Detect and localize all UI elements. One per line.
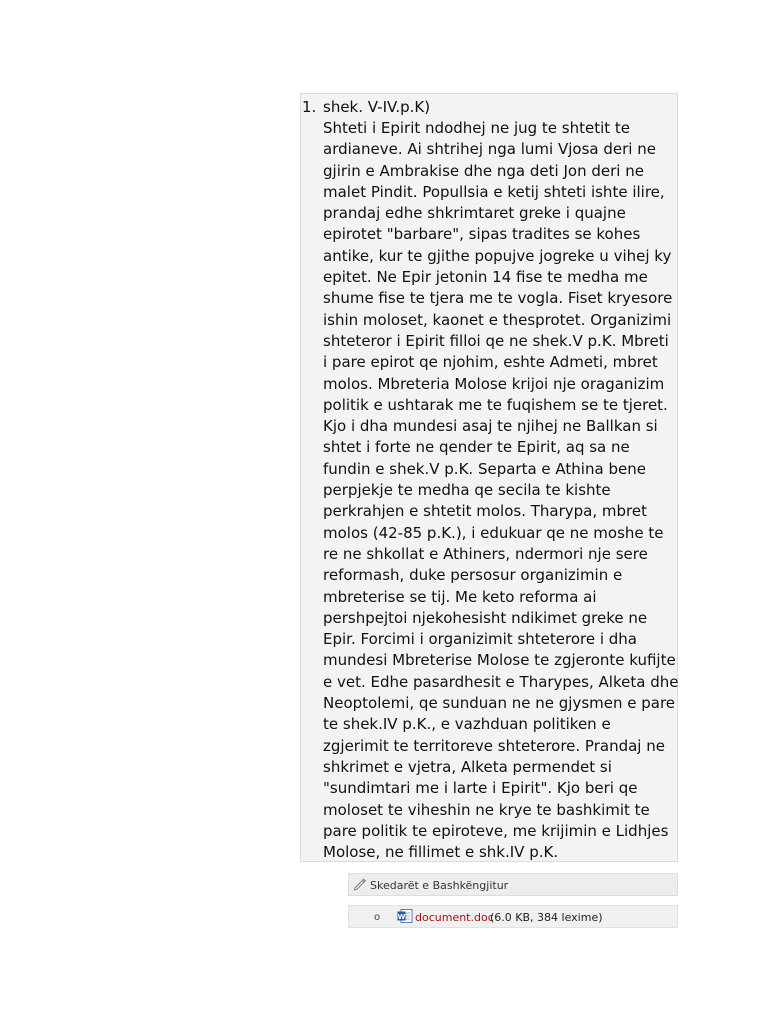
svg-text:W: W [397, 913, 406, 921]
list-item-number: 1. [302, 98, 317, 116]
attachments-header [348, 873, 678, 896]
attachment-meta: (6.0 KB, 384 lexime) [490, 911, 603, 924]
post-content [300, 93, 678, 862]
post-title: shek. V-IV.p.K) [323, 98, 431, 116]
attachment-item [348, 905, 678, 928]
word-doc-icon [397, 909, 413, 923]
pencil-icon [353, 877, 367, 891]
list-bullet: o [374, 912, 381, 923]
attachments-label: Skedarët e Bashkëngjitur [370, 879, 509, 892]
post-body-text: Shteti i Epirit ndodhej ne jug te shtetit te ardianeve. Ai shtrihej nga lumi Vjosa deri ne gjirin e Ambrakise dhe nga deti Jon deri ne malet Pindit. Popullsia e ketij shteti ishte ilire, prandaj edhe shkrimtaret greke i quajne epirotet "barbare", sipas tradites se kohes antike, kur te gjithe popujve jogreke u vihej ky epitet. Ne Epir jetonin 14 fise te medha me shume fise te tjera me te vogla. Fiset kryesore ishin moloset, kaonet e thesprotet. Organizimi shteteror i Epirit filloi qe ne shek.V p.K. Mbreti i pare epirot qe njohim, eshte Admeti, mbret molos. Mbreteria Molose krijoi nje oraganizim politik e ushtarak me te fuqishem se te tjeret. Kjo i dha mundesi asaj te njihej ne Ballkan si shtet i forte ne qender te Epirit, aq sa ne fundin e shek.V p.K. Separta e Athina bene perpjekje te medha qe secila te kishte perkrahjen e shtetit molos. Tharypa, mbret molos (42-85 p.K.), i edukuar qe ne moshe te re ne shkollat e Athiners, ndermori nje sere reformash, duke persosur organizimin e mbreterise se tij. Me keto reforma ai pershpejtoi njekohesisht ndikimet greke ne Epir. Forcimi i organizimit shteterore i dha mundesi Mbreterise Molose te zgjeronte kufijte e vet. Edhe pasardhesit e Tharypes, Alketa dhe Neoptolemi, qe sunduan ne ne gjysmen e pare te shek.IV p.K., e vazhduan politiken e zgjerimit te territoreve shteterore. Prandaj ne shkrimet e vjetra, Alketa permendet si "sundimtari me i larte i Epirit". Kjo beri qe moloset te viheshin ne krye te bashkimit te pare politik te epiroteve, me krijimin e Lidhjes Molose, ne fillimet e shk.IV p.K. [323, 119, 679, 862]
attachment-link[interactable]: document.doc [415, 911, 494, 924]
